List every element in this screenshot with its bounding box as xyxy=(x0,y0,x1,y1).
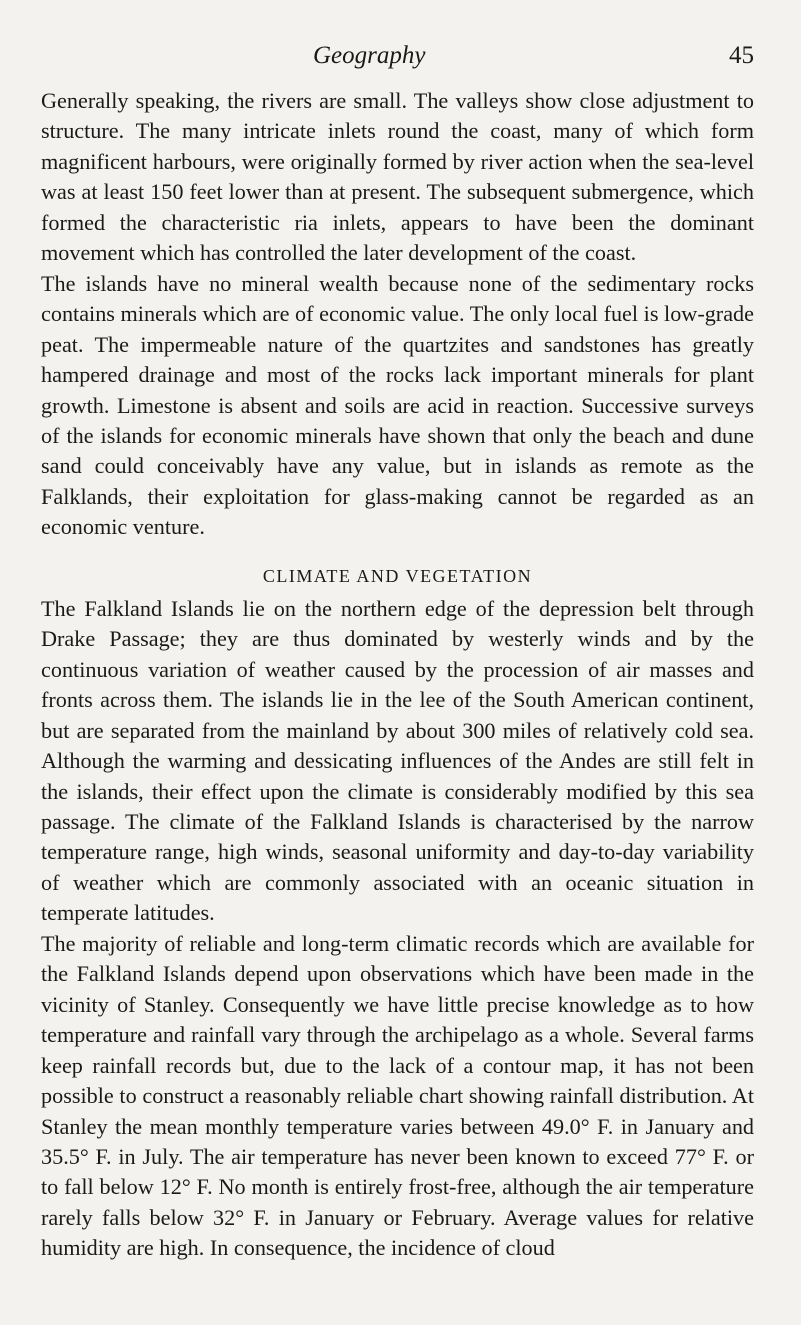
paragraph-climate: The Falkland Islands lie on the northern edge of the depression belt through Drake Passage; they are thus dominated by westerly winds and by the continuous variation of weather caused by the procession of air masses and fronts across them. The islands lie in the lee of the South American continent, but are separated from the mainland by about 300 miles of relatively cold sea. Although the warming and dessicating influences of the Andes are still felt in the islands, their effect upon the climate is considerably modified by this sea passage. The climate of the Falkland Islands is characterised by the narrow temperature range, high winds, seasonal uniformity and day-to-day variability of weather which are commonly associated with an oceanic situation in temperate latitudes. xyxy=(41,595,754,926)
section-heading: CLIMATE AND VEGETATION xyxy=(262,565,533,586)
running-title: Geography xyxy=(313,42,426,69)
page-number: 45 xyxy=(729,42,754,69)
body-text xyxy=(41,86,754,1264)
paragraph-rivers: Generally speaking, the rivers are small. The valleys show close adjustment to structure. The many intricate inlets round the coast, many of which form magnificent harbours, were originally formed by river action when the sea-level was at least 150 feet lower than at present. The subsequent submergence, which formed the characteristic ria inlets, appears to have been the dominant movement which has controlled the later development of the coast. xyxy=(41,88,754,266)
paragraph-records: The majority of reliable and long-term climatic records which are available for the Falkland Islands depend upon observations which have been made in the vicinity of Stanley. Consequently we have little precise knowledge as to how temperature and rainfall vary through the archipelago as a whole. Several farms keep rainfall records but, due to the lack of a contour map, it has not been possible to construct a reasonably reliable chart showing rainfall distribution. At Stanley the mean monthly temperature varies between 49.0° F. in January and 35.5° F. in July. The air temperature has never been known to exceed 77° F. or to fall below 12° F. No month is entirely frost-free, although the air temperature rarely falls below 32° F. in January or February. Average values for relative humidity are high. In consequence, the incidence of cloud xyxy=(41,930,754,1261)
running-header xyxy=(41,42,754,74)
paragraph-mineral-wealth: The islands have no mineral wealth because none of the sedimentary rocks contains minerals which are of economic value. The only local fuel is low-grade peat. The impermeable nature of the quartzites and sandstones has greatly hampered drainage and most of the rocks lack important minerals for plant growth. Limestone is absent and soils are acid in reaction. Successive surveys of the islands for economic minerals have shown that only the beach and dune sand could conceivably have any value, but in islands as remote as the Falklands, their exploitation for glass-making cannot be regarded as an economic venture. xyxy=(41,270,754,540)
